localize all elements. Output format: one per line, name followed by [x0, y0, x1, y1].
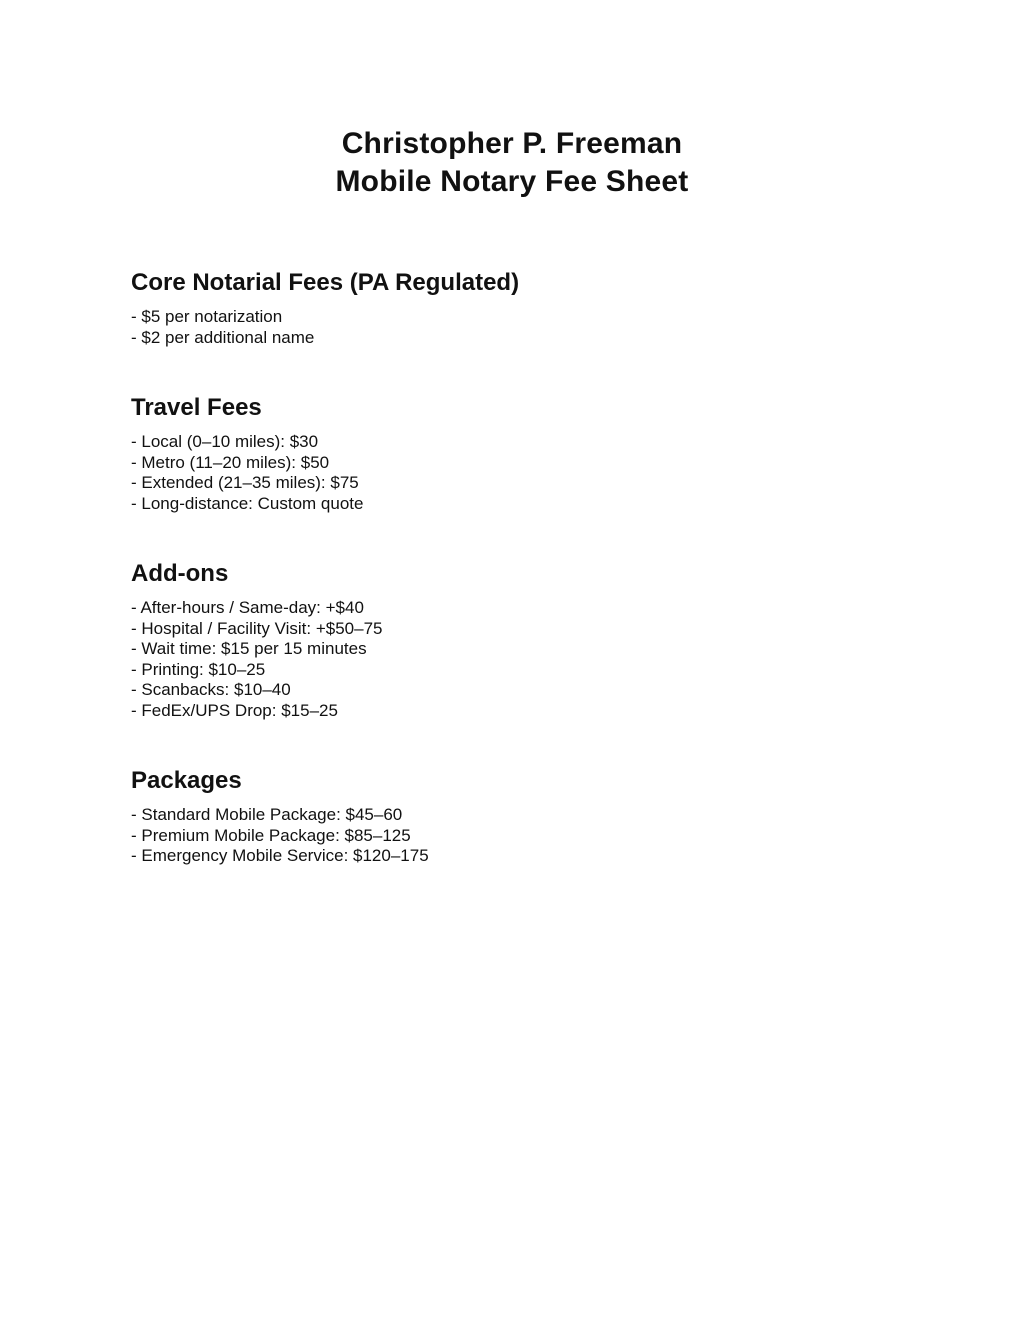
- section-core-notarial-fees: [131, 268, 964, 348]
- section-add-ons: [131, 559, 964, 721]
- fee-item: - $5 per notarization: [131, 307, 283, 326]
- title-line-1: Christopher P. Freeman: [341, 127, 683, 160]
- section-packages: [131, 766, 964, 867]
- section-heading-add-ons: Add-ons: [131, 560, 229, 587]
- fee-item: - Scanbacks: $10–40: [131, 680, 291, 699]
- fee-item: - FedEx/UPS Drop: $15–25: [131, 700, 338, 720]
- fee-item: - Extended (21–35 miles): $75: [131, 473, 359, 492]
- fee-list-core-notarial-fees: [131, 307, 964, 348]
- fee-list-add-ons: [131, 598, 964, 721]
- fee-item: - Premium Mobile Package: $85–125: [131, 825, 411, 845]
- fee-item: - Local (0–10 miles): $30: [131, 432, 319, 451]
- document-body: [131, 268, 964, 867]
- fee-item: - After-hours / Same-day: +$40: [131, 598, 364, 617]
- fee-item: - Long-distance: Custom quote: [131, 493, 364, 513]
- section-heading-core-notarial-fees: Core Notarial Fees (PA Regulated): [131, 269, 520, 296]
- fee-item: - Hospital / Facility Visit: +$50–75: [131, 618, 383, 638]
- fee-item: - Standard Mobile Package: $45–60: [131, 805, 403, 824]
- title-line-2: Mobile Notary Fee Sheet: [335, 165, 689, 198]
- section-travel-fees: [131, 393, 964, 514]
- fee-item: - $2 per additional name: [131, 327, 315, 347]
- section-heading-packages: Packages: [131, 767, 242, 794]
- fee-list-packages: [131, 805, 964, 867]
- section-heading-travel-fees: Travel Fees: [131, 394, 262, 421]
- fee-item: - Metro (11–20 miles): $50: [131, 452, 330, 472]
- document-title: [0, 0, 1024, 201]
- fee-item: - Emergency Mobile Service: $120–175: [131, 846, 429, 865]
- fee-item: - Printing: $10–25: [131, 659, 266, 679]
- fee-list-travel-fees: [131, 432, 964, 514]
- fee-item: - Wait time: $15 per 15 minutes: [131, 639, 367, 658]
